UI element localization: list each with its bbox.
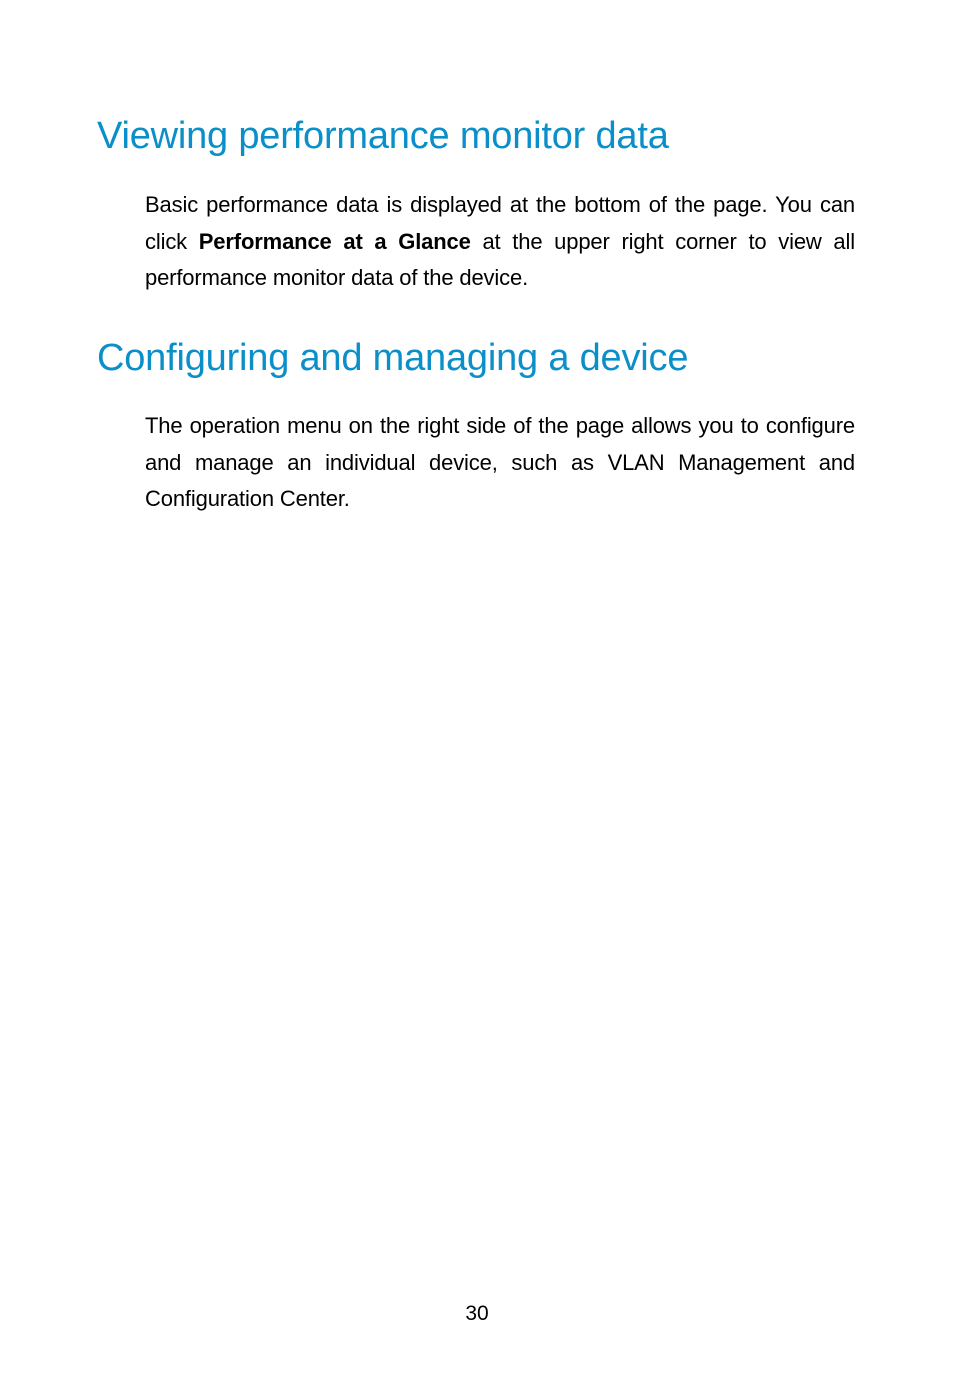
paragraph-text-after: at the upper right corner to view all performance monitor data of the device. xyxy=(145,228,855,290)
page-number: 30 xyxy=(465,1302,489,1325)
section-paragraph-configuring-device: The operation menu on the right side of the page allows you to configure and manage an individual device, such as VLAN Management and Configuration Center. xyxy=(145,413,855,511)
section-heading-configuring-device: Configuring and managing a device xyxy=(97,337,689,379)
ui-reference-performance-at-a-glance: Performance at a Glance xyxy=(198,228,471,254)
section-heading-viewing-performance: Viewing performance monitor data xyxy=(97,115,669,157)
paragraph-text-before: Basic performance data is displayed at the bottom of the page. You can click xyxy=(145,192,855,254)
section-paragraph-viewing-performance xyxy=(145,187,855,297)
